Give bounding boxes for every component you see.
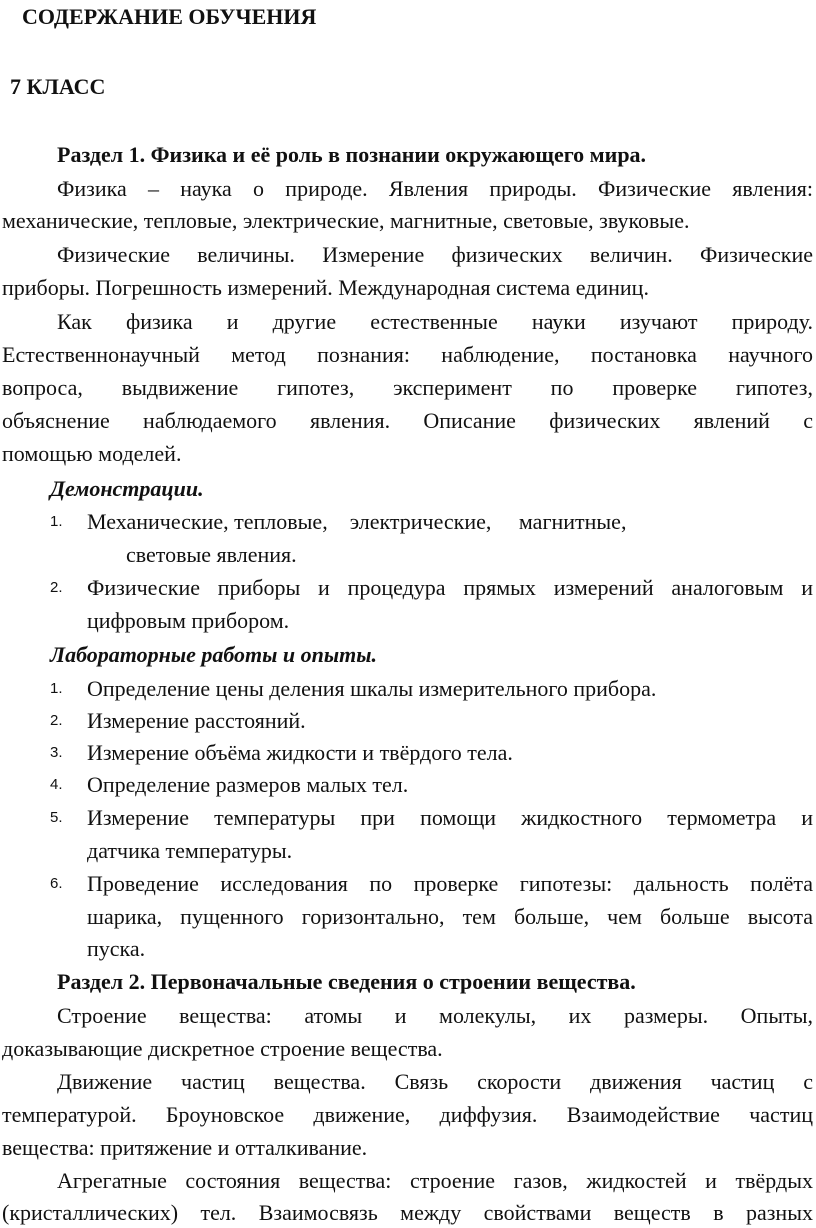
section2-heading: Раздел 2. Первоначальные сведения о строении вещества. bbox=[57, 969, 636, 994]
section1-heading: Раздел 1. Физика и её роль в познании окружающего мира. bbox=[57, 142, 647, 167]
section2-paragraph3-line1: Агрегатные состояния вещества: строение газов, жидкостей и твёрдых bbox=[57, 1168, 813, 1193]
labs-item3-number: 3. bbox=[50, 744, 63, 761]
demos-item1-line2: световые явления. bbox=[126, 542, 297, 567]
section2-paragraph1-line2: доказывающие дискретное строение вещества. bbox=[2, 1036, 443, 1061]
labs-item6-line3: пуска. bbox=[87, 936, 146, 961]
labs-item4-line1: Определение размеров малых тел. bbox=[87, 772, 409, 797]
section2-paragraph3-line2: (кристаллических) тел. Взаимосвязь между свойствами веществ в разных bbox=[2, 1200, 813, 1225]
labs-item4-number: 4. bbox=[50, 776, 63, 793]
labs-item2-number: 2. bbox=[50, 712, 63, 729]
labs-heading: Лабораторные работы и опыты. bbox=[50, 642, 378, 667]
section1-paragraph2-line1: Физические величины. Измерение физических величин. Физические bbox=[57, 242, 813, 267]
section2-paragraph2-line1: Движение частиц вещества. Связь скорости движения частиц с bbox=[57, 1069, 813, 1094]
grade-heading: 7 КЛАСС bbox=[10, 74, 106, 99]
section1-paragraph1-line1: Физика – наука о природе. Явления природы. Физические явления: bbox=[57, 176, 813, 201]
section1-paragraph3-line1: Как физика и другие естественные науки изучают природу. bbox=[57, 309, 813, 334]
document-title: СОДЕРЖАНИЕ ОБУЧЕНИЯ bbox=[22, 4, 317, 29]
section1-paragraph3-line3: вопроса, выдвижение гипотез, эксперимент по проверке гипотез, bbox=[2, 375, 813, 400]
labs-item6-line2: шарика, пущенного горизонтально, тем больше, чем больше высота bbox=[87, 904, 813, 929]
demos-item2-line1: Физические приборы и процедура прямых измерений аналоговым и bbox=[87, 575, 813, 600]
section2-paragraph1-line1: Строение вещества: атомы и молекулы, их размеры. Опыты, bbox=[57, 1003, 813, 1028]
section1-paragraph3-line2: Естественнонаучный метод познания: наблюдение, постановка научного bbox=[2, 342, 813, 367]
section1-paragraph3-line5: помощью моделей. bbox=[2, 441, 182, 466]
labs-item6-number: 6. bbox=[50, 875, 63, 892]
demos-heading: Демонстрации. bbox=[50, 476, 204, 501]
section1-paragraph2-line2: приборы. Погрешность измерений. Международная система единиц. bbox=[2, 275, 649, 300]
labs-item2-line1: Измерение расстояний. bbox=[87, 708, 306, 733]
demos-item2-line2: цифровым прибором. bbox=[87, 608, 290, 633]
labs-item6-line1: Проведение исследования по проверке гипотезы: дальность полёта bbox=[87, 871, 813, 896]
section2-paragraph2-line3: вещества: притяжение и отталкивание. bbox=[2, 1135, 368, 1160]
demos-item2-number: 2. bbox=[50, 579, 63, 596]
labs-item5-number: 5. bbox=[50, 809, 63, 826]
labs-item5-line2: датчика температуры. bbox=[87, 838, 293, 863]
demos-item1-number: 1. bbox=[50, 513, 63, 530]
labs-item1-number: 1. bbox=[50, 680, 63, 697]
section2-paragraph2-line2: температурой. Броуновское движение, диффузия. Взаимодействие частиц bbox=[2, 1102, 813, 1127]
demos-item1-line1: Механические, тепловые, электрические, магнитные, bbox=[87, 509, 627, 534]
section1-paragraph3-line4: объяснение наблюдаемого явления. Описание физических явлений с bbox=[2, 408, 813, 433]
labs-item5-line1: Измерение температуры при помощи жидкостного термометра и bbox=[87, 805, 813, 830]
labs-item3-line1: Измерение объёма жидкости и твёрдого тела. bbox=[87, 740, 513, 765]
labs-item1-line1: Определение цены деления шкалы измерительного прибора. bbox=[87, 676, 657, 701]
section1-paragraph1-line2: механические, тепловые, электрические, магнитные, световые, звуковые. bbox=[2, 208, 690, 233]
